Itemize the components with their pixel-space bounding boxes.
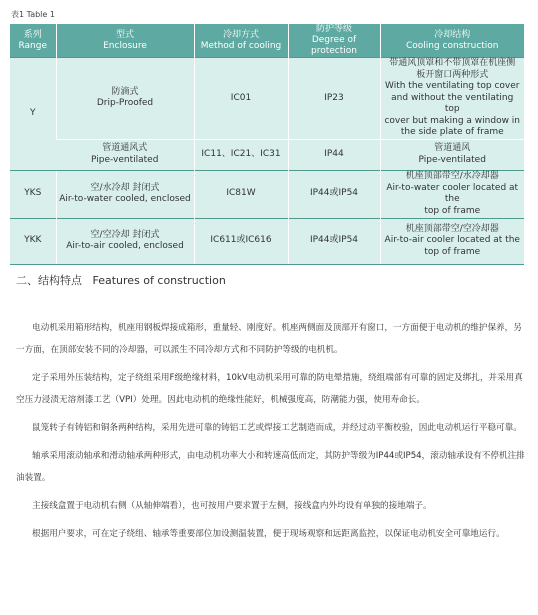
header-cooling-construction: [380, 24, 524, 58]
construction-line: 带通风顶罩和不带顶罩在机座侧: [389, 58, 516, 68]
enclosure-zh: 防滴式: [111, 86, 139, 97]
header-cooling-method: [194, 24, 288, 58]
construction-line: the side plate of frame: [400, 127, 504, 137]
construction-line: With the ventilating top cover: [385, 81, 520, 91]
construction-line: cover but making a window in: [384, 115, 521, 126]
construction-cell: [380, 170, 524, 218]
enclosure-table: [10, 24, 524, 265]
paragraph: 定子采用外压装结构，定子绕组采用F级绝缘材料，10kV电动机采用可靠的防电晕措施，绕组端部有可靠的固定及绑扎，并采用真空压力浸渍无溶剂漆工艺（VPI）处理。因此电动机的绝缘性能好，机械强度高，防潮能力强，使用寿命长。: [16, 373, 523, 405]
construction-cell: [380, 139, 524, 170]
enclosure-en: Drip-Proofed: [96, 98, 154, 109]
header-protection: [288, 24, 380, 58]
enclosure-en: Air-to-air cooled, enclosed: [66, 241, 184, 251]
construction-line: top of frame: [424, 205, 481, 216]
enclosure-zh: 空/水冷却 封闭式: [90, 182, 160, 193]
construction-cell: [380, 58, 524, 140]
construction-line: 机座顶部带空/空冷却器: [405, 223, 499, 234]
section-title-zh: 二、结构特点: [16, 274, 82, 287]
construction-line: Air-to-air cooler located at the: [384, 235, 520, 246]
enclosure-cell: [56, 58, 194, 140]
header-en: Enclosure: [103, 40, 147, 51]
table-caption: 表1 Table 1: [11, 10, 55, 19]
paragraph: 根据用户要求，可在定子绕组、轴承等重要部位加设测温装置，便于现场观察和远距离监控，以保证电动机安全可靠地运行。: [32, 529, 505, 539]
section-title-en: Features of construction: [92, 274, 226, 287]
protection-cell: IP44: [288, 139, 380, 170]
enclosure-cell: [56, 218, 194, 264]
header-range: [10, 24, 56, 58]
cooling-cell: IC01: [194, 58, 288, 140]
enclosure-cell: [56, 170, 194, 218]
section-heading: [16, 272, 226, 288]
construction-line: and without the ventilating top: [391, 92, 514, 114]
body-text: [16, 317, 528, 551]
construction-line: 管道通风: [434, 143, 471, 153]
header-en: Method of cooling: [200, 40, 282, 51]
header-zh: 冷却结构: [434, 29, 471, 40]
construction-line: 机座顶部带空/水冷却器: [405, 171, 499, 181]
cooling-cell: IC611或IC616: [194, 218, 288, 264]
protection-cell: IP23: [288, 58, 380, 140]
header-zh: 系列: [23, 29, 42, 40]
header-zh: 防护等级: [315, 24, 352, 34]
construction-cell: [380, 218, 524, 264]
cooling-cell: IC81W: [194, 170, 288, 218]
enclosure-en: Pipe-ventilated: [91, 154, 159, 165]
table-row: [10, 170, 524, 218]
range-cell: YKS: [10, 170, 56, 218]
construction-line: 板开窗口两种形式: [416, 69, 489, 80]
paragraph: 主接线盒置于电动机右侧（从轴伸端看），也可按用户要求置于左侧，接线盒内外均设有单独的接地端子。: [32, 501, 432, 511]
header-zh: 冷却方式: [222, 29, 259, 40]
range-cell: Y: [10, 58, 56, 171]
enclosure-zh: 管道通风式: [102, 143, 148, 153]
construction-line: Air-to-water cooler located at the: [386, 182, 519, 204]
construction-line: Pipe-ventilated: [418, 154, 486, 165]
enclosure-cell: [56, 139, 194, 170]
table-row: [10, 58, 524, 140]
construction-line: top of frame: [424, 246, 481, 257]
header-zh: 型式: [115, 29, 134, 40]
header-enclosure: [56, 24, 194, 58]
paragraph: 鼠笼转子有铸铝和铜条两种结构，采用先进可靠的铸铝工艺或焊接工艺制造而成，并经过动平衡校验，因此电动机运行平稳可靠。: [32, 423, 522, 433]
header-en: Cooling construction: [405, 40, 499, 51]
table-row: [10, 218, 524, 264]
cooling-cell: IC11、IC21、IC31: [194, 139, 288, 170]
paragraph: 电动机采用箱形结构，机座用钢板焊接成箱形，重量轻、刚度好。机座两侧面及顶部开有窗口，一方面便于电动机的维护保养，另一方面，在顶部安装不同的冷却器，可以派生不同冷却方式和不同防护等级的电机机。: [16, 323, 522, 355]
enclosure-zh: 空/空冷却 封闭式: [90, 229, 160, 240]
range-cell: YKK: [10, 218, 56, 264]
header-en: Degree of protection: [311, 35, 357, 56]
header-en: Range: [18, 40, 48, 51]
protection-cell: IP44或IP54: [288, 218, 380, 264]
table-row: [10, 139, 524, 170]
protection-cell: IP44或IP54: [288, 170, 380, 218]
paragraph: 轴承采用滚动轴承和滑动轴承两种形式，由电动机功率大小和转速高低而定，其防护等级为IP44或IP54，滚动轴承设有不停机注排油装置。: [16, 451, 525, 483]
enclosure-en: Air-to-water cooled, enclosed: [59, 194, 191, 204]
table-header-row: [10, 24, 524, 58]
